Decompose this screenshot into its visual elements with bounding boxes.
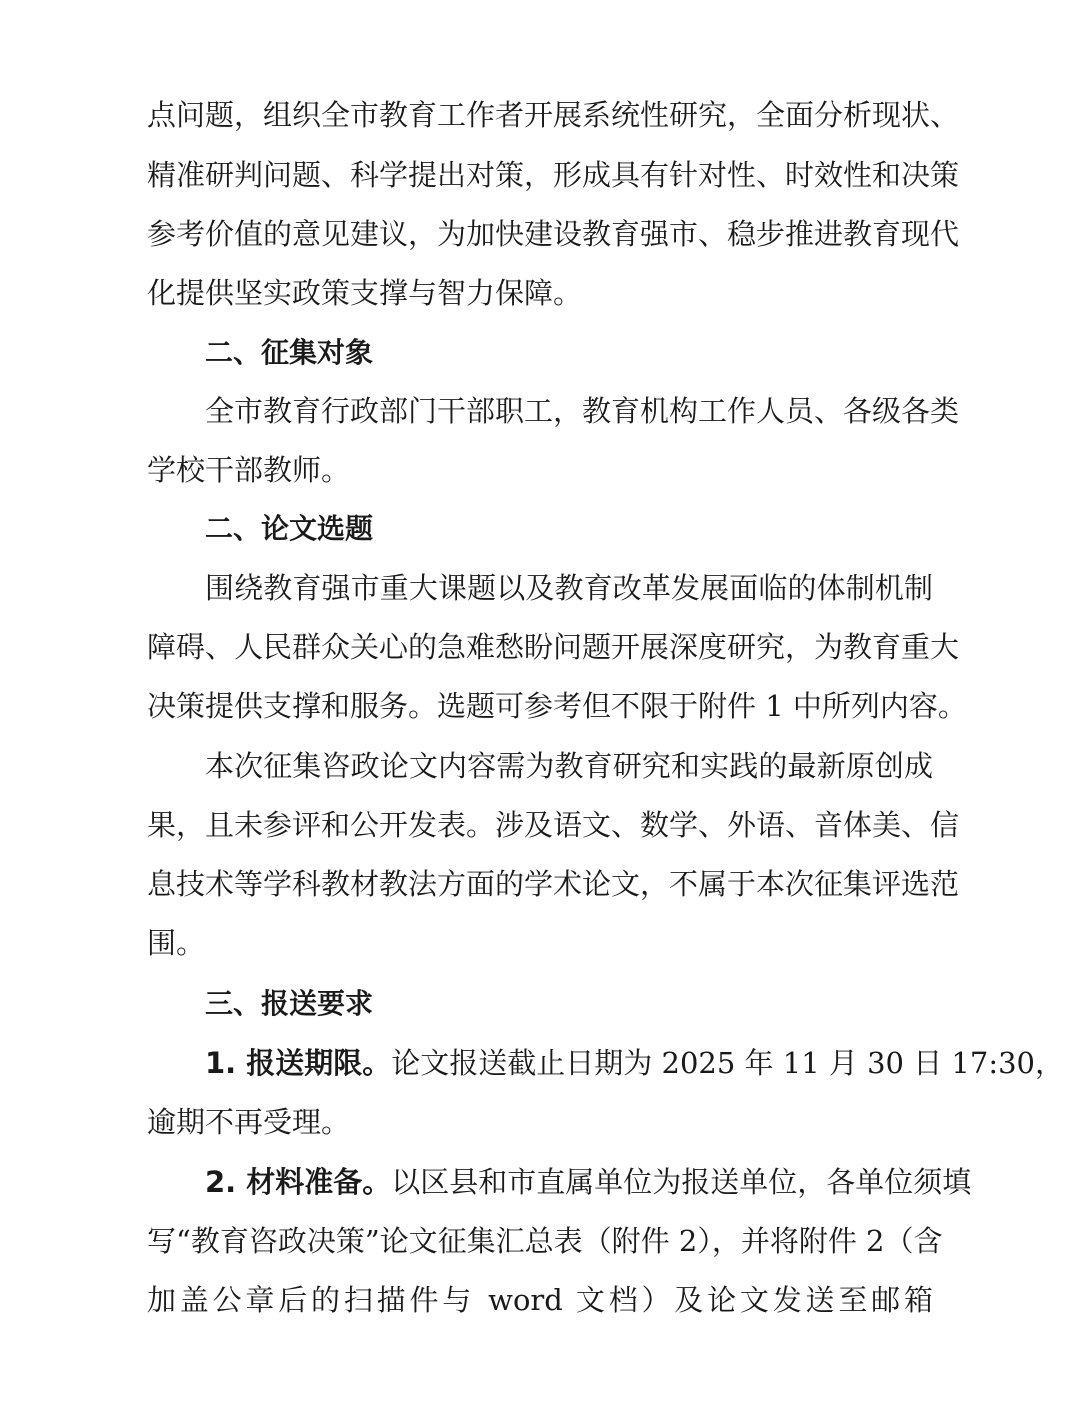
requirement-1-line-1 <box>205 1043 1065 1083</box>
requirement-2-title: 2. 材料准备。 <box>205 1165 392 1199</box>
topics-p1-line-2: 障碍、人民群众关心的急难愁盼问题开展深度研究，为教育重大 <box>147 630 960 664</box>
requirement-1-line-2: 逾期不再受理。 <box>147 1105 351 1139</box>
requirement-2-line-2: 写“教育咨政决策”论文征集汇总表（附件 2），并将附件 2（含 <box>147 1224 943 1258</box>
topics-p2-line-3: 息技术等学科教材教法方面的学术论文，不属于本次征集评选范 <box>147 867 960 901</box>
topics-p1-line-1: 围绕教育强市重大课题以及教育改革发展面临的体制机制 <box>205 571 933 605</box>
topics-p2-line-4: 围。 <box>147 926 206 960</box>
targets-line-2: 学校干部教师。 <box>147 453 351 487</box>
topics-p2-line-1: 本次征集咨政论文内容需为教育研究和实践的最新原创成 <box>205 749 933 783</box>
section-heading-topics: 二、论文选题 <box>205 512 374 545</box>
intro-line-1: 点问题，组织全市教育工作者开展系统性研究，全面分析现状、 <box>147 98 960 132</box>
requirement-1-title: 1. 报送期限。 <box>205 1046 392 1080</box>
targets-line-1: 全市教育行政部门干部职工，教育机构工作人员、各级各类 <box>205 394 960 428</box>
requirement-2-line-1 <box>205 1162 972 1202</box>
topics-p1-line-3: 决策提供支撑和服务。选题可参考但不限于附件 1 中所列内容。 <box>147 689 967 723</box>
intro-line-3: 参考价值的意见建议，为加快建设教育强市、稳步推进教育现代 <box>147 217 960 251</box>
requirement-1-text: 论文报送截止日期为 2025 年 11 月 30 日 17:30， <box>391 1046 1065 1080</box>
section-heading-requirements: 三、报送要求 <box>205 987 374 1020</box>
topics-p2-line-2: 果，且未参评和公开发表。涉及语文、数学、外语、音体美、信 <box>147 808 960 842</box>
requirement-2-text: 以区县和市直属单位为报送单位，各单位须填 <box>391 1165 972 1199</box>
requirement-2-line-3: 加盖公章后的扫描件与 word 文档）及论文发送至邮箱 <box>147 1283 933 1317</box>
intro-line-4: 化提供坚实政策支撑与智力保障。 <box>147 276 583 310</box>
intro-line-2: 精准研判问题、科学提出对策，形成具有针对性、时效性和决策 <box>147 158 960 192</box>
section-heading-targets: 二、征集对象 <box>205 336 374 369</box>
